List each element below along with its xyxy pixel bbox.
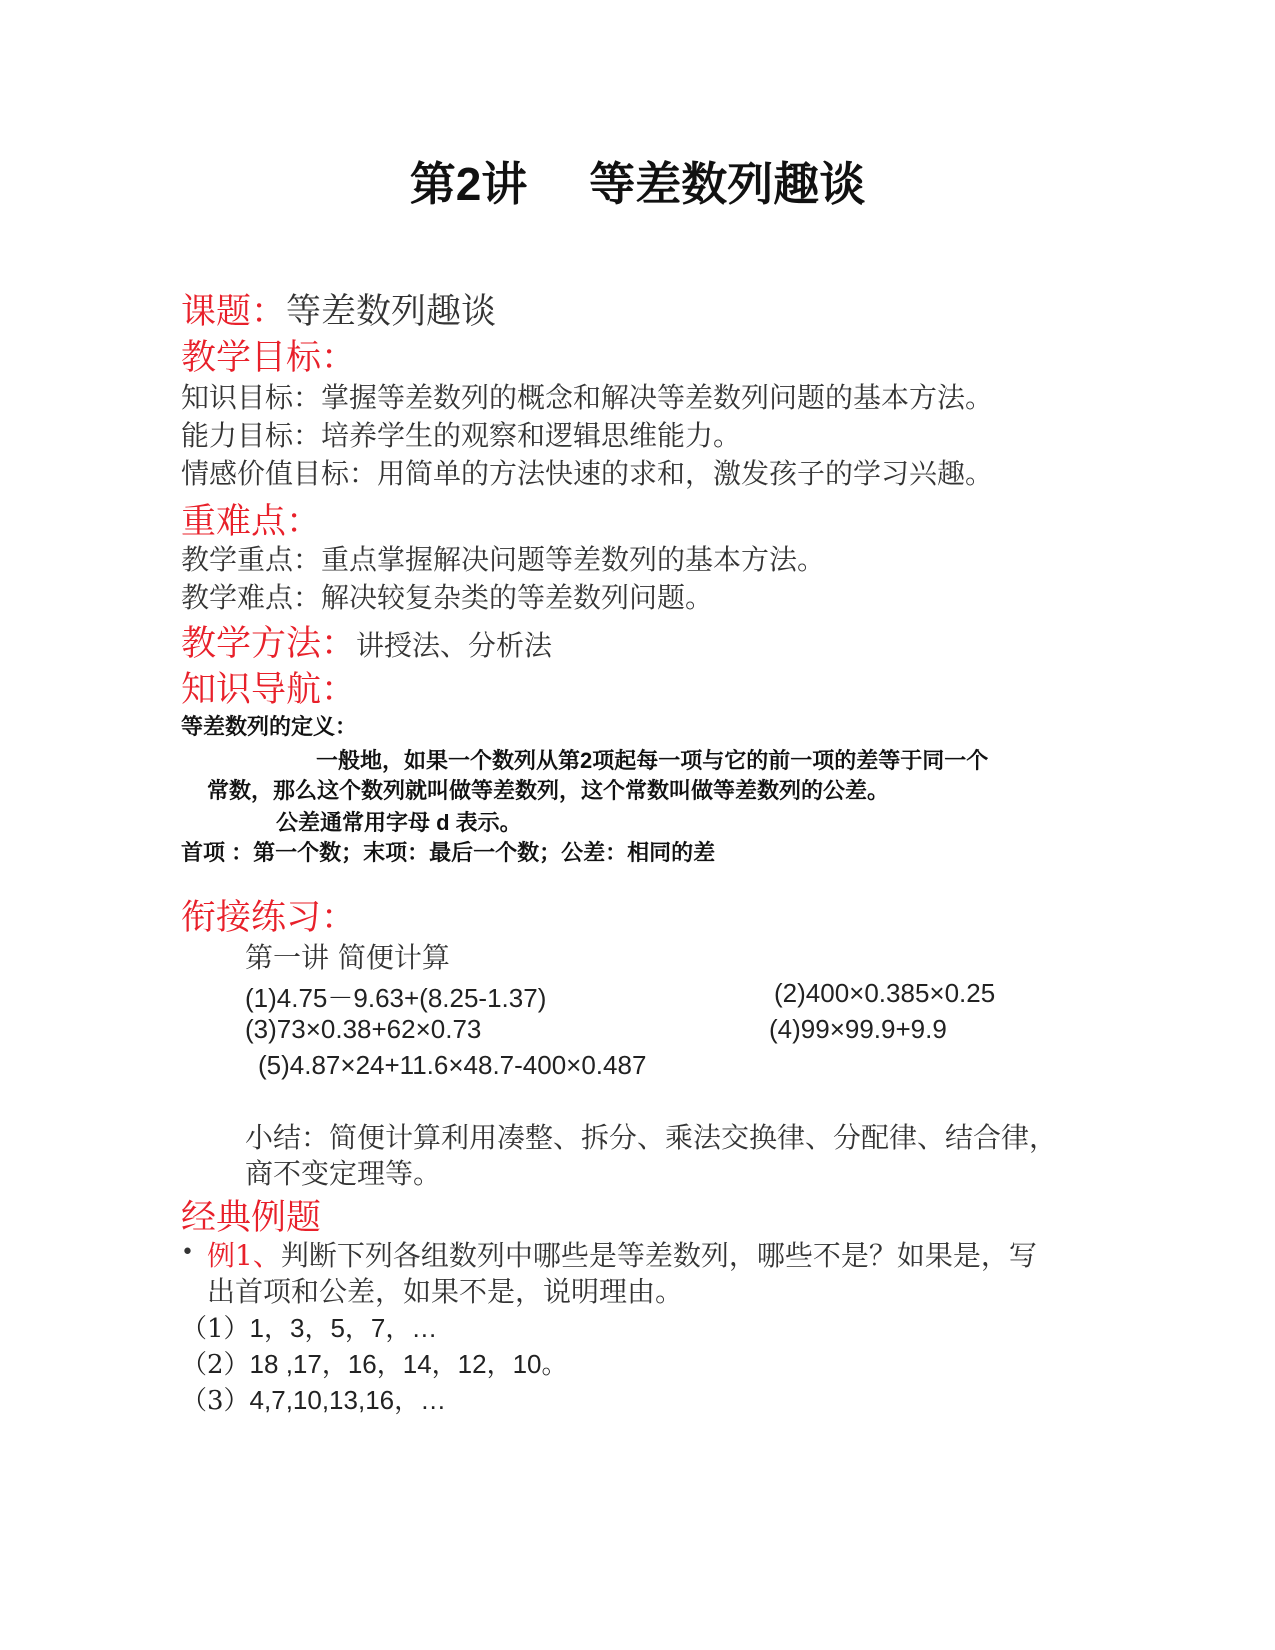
example-1-line-1 xyxy=(207,1234,1037,1274)
nav-heading: 知识导航： xyxy=(181,670,357,710)
practice-q5: (5)4.87×24+11.6×48.7-400×0.487 xyxy=(258,1050,647,1080)
example-item-2 xyxy=(181,1344,568,1381)
definition-title: 等差数列的定义： xyxy=(181,714,358,739)
title-topic: 等差数列趣谈 xyxy=(589,158,866,210)
example-1-text: 判断下列各组数列中哪些是等差数列，哪些不是？如果是，写 xyxy=(280,1239,1037,1272)
title-lecture-number: 第2讲 xyxy=(409,158,528,210)
topic-value: 等差数列趣谈 xyxy=(286,292,497,332)
practice-q1: (1)4.75－9.63+(8.25-1.37) xyxy=(245,983,547,1013)
practice-subtitle: 第一讲 简便计算 xyxy=(245,941,450,974)
goal-knowledge: 知识目标：掌握等差数列的概念和解决等差数列问题的基本方法。 xyxy=(181,381,994,414)
example-item-number: （1） xyxy=(181,1314,250,1344)
example-item-text: 18 ,17，16，14，12，10。 xyxy=(249,1349,568,1379)
keypoint-focus: 教学重点：重点掌握解决问题等差数列的基本方法。 xyxy=(181,543,826,576)
practice-summary-1: 小结：简便计算利用凑整、拆分、乘法交换律、分配律、结合律， xyxy=(245,1121,1058,1154)
practice-q4: (4)99×99.9+9.9 xyxy=(769,1014,947,1044)
method-label: 教学方法： xyxy=(181,624,357,664)
example-item-number: （2） xyxy=(181,1350,250,1380)
keypoints-heading: 重难点： xyxy=(181,502,322,542)
example-item-text: 4,7,10,13,16，… xyxy=(249,1385,447,1415)
topic-label: 课题： xyxy=(181,292,287,332)
keypoint-difficulty: 教学难点：解决较复杂类的等差数列问题。 xyxy=(181,581,714,614)
example-1-label: 例1、 xyxy=(207,1239,281,1272)
practice-q2: (2)400×0.385×0.25 xyxy=(774,978,996,1008)
example-item-number: （3） xyxy=(181,1386,250,1416)
method-value: 讲授法、分析法 xyxy=(356,629,553,662)
definition-line-3: 公差通常用字母 d 表示。 xyxy=(276,810,522,835)
definition-line-1: 一般地，如果一个数列从第2项起每一项与它的前一项的差等于同一个 xyxy=(316,748,989,773)
goal-emotion: 情感价值目标：用简单的方法快速的求和，激发孩子的学习兴趣。 xyxy=(181,457,994,490)
bullet-icon: • xyxy=(181,1240,194,1265)
page-title xyxy=(0,148,1275,214)
example-item-3 xyxy=(181,1380,446,1417)
example-item-1 xyxy=(181,1308,437,1345)
examples-heading: 经典例题 xyxy=(181,1198,322,1238)
definition-line-2: 常数，那么这个数列就叫做等差数列，这个常数叫做等差数列的公差。 xyxy=(207,778,890,803)
practice-heading: 衔接练习： xyxy=(181,898,357,938)
example-item-text: 1，3，5，7，… xyxy=(249,1313,438,1343)
definition-line-4: 首项 ：第一个数；末项：最后一个数；公差：相同的差 xyxy=(181,840,716,865)
method-line xyxy=(181,616,552,666)
topic-line xyxy=(181,284,496,334)
practice-summary-2: 商不变定理等。 xyxy=(245,1157,442,1190)
example-1-line-2: 出首项和公差，如果不是，说明理由。 xyxy=(207,1275,684,1308)
goals-heading: 教学目标： xyxy=(181,338,357,378)
practice-q3: (3)73×0.38+62×0.73 xyxy=(245,1014,482,1044)
goal-ability: 能力目标：培养学生的观察和逻辑思维能力。 xyxy=(181,419,742,452)
